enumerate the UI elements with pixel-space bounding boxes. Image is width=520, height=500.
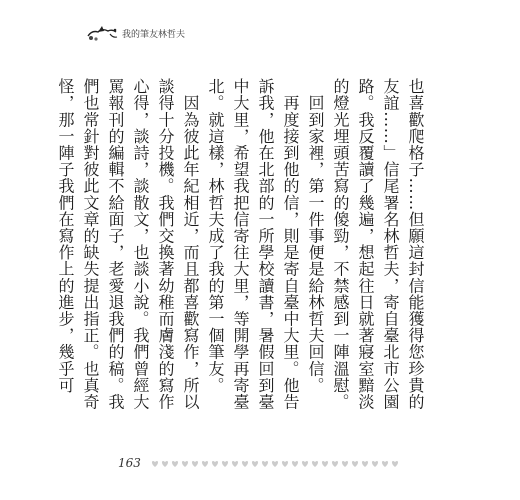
heart-border-mark	[322, 461, 328, 467]
heart-border-mark	[222, 461, 228, 467]
running-title: 我的筆友林哲夫	[122, 30, 186, 40]
heart-border-mark	[182, 461, 188, 467]
heart-border-icon	[150, 459, 400, 469]
heart-border-mark	[292, 461, 298, 467]
heart-border-mark	[382, 461, 388, 467]
heart-border-mark	[282, 461, 288, 467]
paragraph: 也喜歡爬格子……但願這封信能獲得您珍貴的友誼……」信尾署名林哲夫，寄自臺北市公園路。我反覆讀了幾遍，想起往日就著寢室黯淡的燈光埋頭苦寫的傻勁，不禁感到一陣溫慰。	[331, 78, 425, 410]
heart-border-mark	[152, 461, 158, 467]
paragraph: 因為彼此年紀相近，而且都喜歡寫作，所以談得十分投機。我們交換著幼稚而膚淺的寫作心得，談詩，談散文，也談小說。我們曾經大罵報刊的編輯不給面子，老愛退我們的稿。我們也常針對彼此文章的缺失提出指正。也真奇怪，那一陣子我們在寫作上的進步，幾乎可	[56, 78, 200, 410]
heart-border-mark	[162, 461, 168, 467]
vertical-body-text	[53, 78, 428, 424]
heart-border-mark	[362, 461, 368, 467]
paragraph: 回到家裡，第一件事便是給林哲夫回信。	[306, 78, 325, 394]
heart-border-mark	[272, 461, 278, 467]
heart-border-mark	[372, 461, 378, 467]
heart-border-mark	[252, 461, 258, 467]
heart-border-mark	[342, 461, 348, 467]
heart-border-mark	[172, 461, 178, 467]
page-header	[86, 22, 286, 42]
heart-border-mark	[392, 461, 398, 467]
heart-border-mark	[192, 461, 198, 467]
paragraph: 再度接到他的信，則是寄自臺中大里。他告訴我，他在北部的一所學校讀書，暑假回到臺中大里，希望我把信寄往大里，等開學再寄臺北。就這樣，林哲夫成了我的第一個筆友。	[206, 78, 300, 410]
heart-border-mark	[262, 461, 268, 467]
bird-with-flowers-icon	[86, 22, 120, 42]
heart-border-mark	[332, 461, 338, 467]
heart-border-mark	[232, 461, 238, 467]
heart-border-mark	[242, 461, 248, 467]
heart-border-mark	[312, 461, 318, 467]
heart-border-mark	[202, 461, 208, 467]
page-number: 163	[118, 456, 141, 470]
heart-border-mark	[302, 461, 308, 467]
heart-border-mark	[212, 461, 218, 467]
heart-border-mark	[352, 461, 358, 467]
